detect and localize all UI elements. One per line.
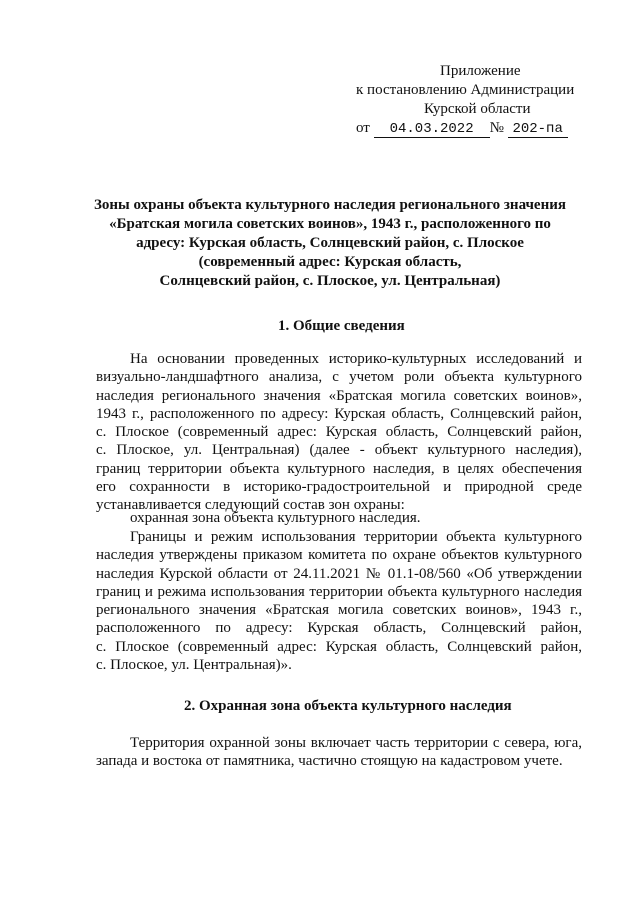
text-line: визуально-ландшафтного анализа, с учетом роли объекта культурного [96,369,582,386]
section-1-heading: 1. Общие сведения [278,318,405,334]
text-line: Территория охранной зоны включает часть территории с севера, юга, [130,735,582,751]
appendix-region-line: Курской области [424,101,531,117]
text-line: устанавливается следующий состав зон охраны: [96,497,405,514]
text-line: границ территории объекта культурного наследия, в целях обеспечения [96,460,582,477]
text-line: его сохранности в историко-градостроительной и природной среде [96,479,582,496]
section-1-paragraph-2 [96,509,582,527]
text-line: наследия Курской области от 24.11.2021 № 01.1-08/560 «Об утверждении [96,565,582,582]
appendix-title: Приложение [440,63,521,79]
text-line: Границы и режим использования территории объекта культурного [130,529,582,545]
text-line: наследия утверждены приказом комитета по охране объектов культурного [96,547,582,564]
text-line: с. Плоское (современный адрес: Курская область, Солнцевский район, [96,424,582,441]
title-line: «Братская могила советских воинов», 1943 г., расположенного по [109,216,551,232]
appendix-resolution-line: к постановлению Администрации [356,82,575,98]
text-line: с. Плоское, ул. Центральная) (далее - объект культурного наследия), [96,442,582,459]
text-line: регионального значения «Братская могила советских воинов», 1943 г., [96,602,582,619]
section-1-paragraph-3 [96,528,582,674]
section-2-paragraph-1 [96,734,582,771]
from-label: от [356,120,370,136]
title-line: Солнцевский район, с. Плоское, ул. Центральная) [159,273,501,289]
text-line: расположенного по адресу: Курская область, Солнцевский район, [96,620,582,637]
text-line: наследия регионального значения «Братская могила советских воинов», [96,387,582,404]
text-line: с. Плоское, ул. Центральная)». [96,657,292,674]
text-line: На основании проведенных историко-культурных исследований и [130,351,582,367]
title-line: Зоны охраны объекта культурного наследия регионального значения [93,197,566,213]
title-line: (современный адрес: Курская область, [198,254,462,270]
resolution-number: 202-па [508,121,568,138]
number-label: № [489,120,504,136]
text-line: 1943 г., расположенного по адресу: Курская область, Солнцевский район, [96,405,582,422]
document-title [70,196,590,291]
resolution-date: 04.03.2022 [374,121,490,138]
text-line: запада и востока от памятника, частично стоящую на кадастровом учете. [96,753,563,770]
section-2-heading: 2. Охранная зона объекта культурного наследия [184,698,512,714]
text-line: охранная зона объекта культурного наследия. [130,510,421,526]
appendix-date-number-line [356,119,568,138]
title-line: адресу: Курская область, Солнцевский район, с. Плоское [136,235,524,251]
section-1-paragraph-1 [96,350,582,515]
text-line: с. Плоское (современный адрес: Курская область, Солнцевский район, [96,638,582,655]
text-line: границ и режима использования территории объекта культурного наследия [96,583,582,600]
